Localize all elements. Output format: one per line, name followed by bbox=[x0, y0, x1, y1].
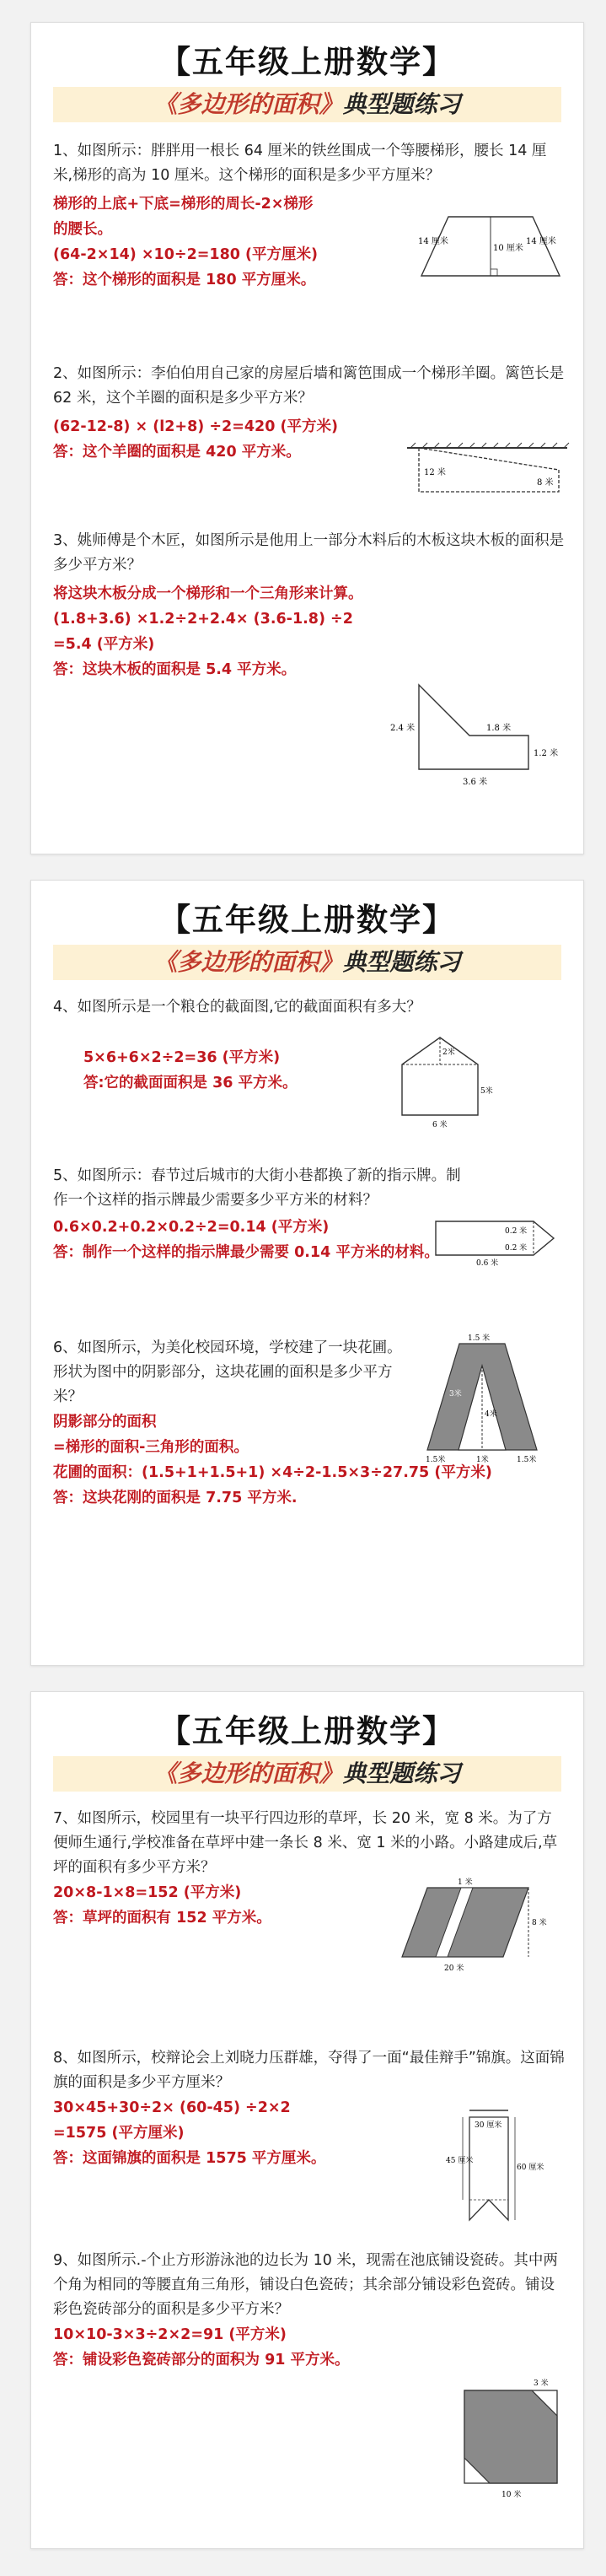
pool-figure bbox=[453, 2375, 571, 2502]
label-b3: 1.5米 bbox=[517, 1456, 537, 1464]
answer-line: 30×45+30÷2× (60-45) ÷2×2 bbox=[53, 2099, 291, 2116]
label-b2: 1米 bbox=[476, 1456, 489, 1464]
label-height: 8 米 bbox=[532, 1919, 547, 1927]
trapezoid-figure bbox=[415, 208, 566, 284]
question-text: 6、如图所示，为美化校园环境，学校建了一块花圃。形状为图中的阴影部分，这块花圃的面积是多少平方米？ bbox=[53, 1339, 402, 1405]
label-side: 5米 bbox=[480, 1087, 493, 1096]
label-corner: 3 米 bbox=[534, 2379, 549, 2388]
label-right: 14 厘米 bbox=[526, 237, 556, 246]
label-a: 0.2 米 bbox=[505, 1227, 528, 1236]
answer-line: 10×10-3×3÷2×2=91 (平方米) bbox=[53, 2326, 287, 2343]
answer-line: 0.6×0.2+0.2×0.2÷2=0.14 (平方米) bbox=[53, 1219, 330, 1236]
answer-line: 答：铺设彩色瓷砖部分的面积为 91 平方米。 bbox=[53, 2352, 350, 2369]
label-left: 45 厘米 bbox=[446, 2157, 474, 2165]
subtitle-suffix: 典型题练习 bbox=[342, 90, 461, 118]
board-figure bbox=[385, 676, 566, 795]
label-bottom: 0.6 米 bbox=[476, 1259, 499, 1268]
label-right: 60 厘米 bbox=[517, 2164, 544, 2172]
answer-line: 答:它的截面面积是 36 平方米。 bbox=[83, 1075, 298, 1091]
answer-line: =梯形的面积-三角形的面积。 bbox=[53, 1439, 249, 1456]
label-left: 14 厘米 bbox=[418, 237, 448, 246]
card-1 bbox=[30, 22, 584, 854]
label-h2: 4米 bbox=[485, 1410, 497, 1419]
subtitle-bar bbox=[53, 945, 561, 980]
card-title: 【五年级上册数学】 bbox=[159, 1712, 455, 1749]
label-b1: 1.5米 bbox=[426, 1456, 446, 1464]
answer-line: 将这块木板分成一个梯形和一个三角形来计算。 bbox=[53, 585, 363, 602]
subtitle-prefix: 《多边形的面积》 bbox=[153, 1760, 343, 1787]
answer-line: 5×6+6×2÷2=36 (平方米) bbox=[83, 1049, 281, 1066]
label-left: 2.4 米 bbox=[390, 724, 416, 733]
label-bottom: 6 米 bbox=[432, 1121, 448, 1129]
subtitle-prefix: 《多边形的面积》 bbox=[153, 90, 343, 118]
question-text: 4、如图所示是一个粮仓的截面图,它的截面面积有多大？ bbox=[53, 999, 421, 1016]
label-bottom: 20 米 bbox=[444, 1964, 464, 1973]
answer-line: (1.8+3.6) ×1.2÷2+2.4× (3.6-1.8) ÷2 bbox=[53, 611, 353, 628]
sheep-pen-figure bbox=[402, 441, 571, 502]
answer-line: 20×8-1×8=152 (平方米) bbox=[53, 1884, 242, 1901]
label-h1: 3米 bbox=[449, 1390, 462, 1398]
label-bottom: 3.6 米 bbox=[463, 778, 488, 787]
subtitle-bar bbox=[53, 1756, 561, 1792]
answer-line: =5.4 (平方米) bbox=[53, 636, 155, 653]
label-top: 1.8 米 bbox=[486, 724, 512, 733]
question-text: 8、如图所示，校辩论会上刘晓力压群雄，夺得了一面“最佳辩手”锦旗。这面锦旗的面积是多少平方厘米？ bbox=[53, 2050, 565, 2091]
card-3 bbox=[30, 1691, 584, 2549]
label-bottom: 10 米 bbox=[501, 2491, 522, 2499]
answer-line: 答：制作一个这样的指示牌最少需要 0.14 平方米的材料。 bbox=[53, 1244, 439, 1261]
answer-line: 答：这面锦旗的面积是 1575 平方厘米。 bbox=[53, 2150, 326, 2167]
label-top: 2米 bbox=[442, 1048, 455, 1057]
question-text: 5、如图所示：春节过后城市的大街小巷都换了新的指示牌。制作一个这样的指示牌最少需要多少平方米的材料？ bbox=[53, 1167, 461, 1209]
card-2 bbox=[30, 880, 584, 1666]
subtitle-suffix: 典型题练习 bbox=[342, 948, 461, 976]
answer-line: 答：这个羊圈的面积是 420 平方米。 bbox=[53, 444, 301, 461]
sign-figure bbox=[427, 1210, 571, 1269]
question-text: 2、如图所示：李伯伯用自己家的房屋后墙和篱笆围成一个梯形羊圈。篱笆长是 62 米，这个羊圈的面积是多少平方米？ bbox=[53, 365, 565, 407]
label-left: 12 米 bbox=[424, 468, 446, 477]
answer-line: 答：这个梯形的面积是 180 平方厘米。 bbox=[53, 272, 316, 288]
label-height: 10 厘米 bbox=[493, 244, 523, 253]
answer-line: 梯形的上底+下底=梯形的周长-2×梯形 bbox=[53, 196, 314, 213]
label-top: 30 厘米 bbox=[475, 2121, 502, 2130]
card-title: 【五年级上册数学】 bbox=[159, 901, 455, 938]
answer-line: 答：草坪的面积有 152 平方米。 bbox=[53, 1910, 271, 1927]
answer-line: 花圃的面积：(1.5+1+1.5+1) ×4÷2-1.5×3÷27.75 (平方米) bbox=[53, 1464, 492, 1481]
answer-line: =1575 (平方厘米) bbox=[53, 2125, 185, 2142]
answer-line: 阴影部分的面积 bbox=[53, 1414, 157, 1431]
question-text: 1、如图所示：胖胖用一根长 64 厘米的铁丝围成一个等腰梯形，腰长 14 厘米,梯形的高为 10 厘米。这个梯形的面积是多少平方厘米？ bbox=[53, 143, 547, 184]
answer-line: 答：这块木板的面积是 5.4 平方米。 bbox=[53, 661, 297, 678]
granary-figure bbox=[377, 1031, 503, 1132]
subtitle-suffix: 典型题练习 bbox=[342, 1760, 461, 1787]
question-3 bbox=[53, 529, 565, 682]
lawn-figure bbox=[385, 1876, 562, 1977]
subtitle-bar bbox=[53, 87, 561, 122]
label-b: 0.2 米 bbox=[505, 1244, 528, 1253]
label-road: 1 米 bbox=[458, 1878, 473, 1887]
question-text: 3、姚师傅是个木匠，如图所示是他用上一部分木料后的木板这块木板的面积是多少平方米？ bbox=[53, 532, 565, 574]
flowerbed-figure bbox=[410, 1332, 554, 1467]
subtitle-prefix: 《多边形的面积》 bbox=[153, 948, 343, 976]
label-right: 1.2 米 bbox=[534, 749, 559, 758]
question-9 bbox=[53, 2249, 565, 2373]
question-text: 7、如图所示，校园里有一块平行四边形的草坪，长 20 米，宽 8 米。为了方便师生通行,学校准备在草坪中建一条长 8 米、宽 1 米的小路。小路建成后,草坪的面积有多少平方米？ bbox=[53, 1810, 558, 1876]
question-text: 9、如图所示.-个止方形游泳池的边长为 10 米，现需在池底铺设瓷砖。其中两个角为相同的等腰直角三角形，铺设白色瓷砖；其余部分铺设彩色瓷砖。铺设彩色瓷砖部分的面积是多少平方米？ bbox=[53, 2252, 558, 2318]
label-right: 8 米 bbox=[537, 478, 554, 488]
answer-line: (64-2×14) ×10÷2=180 (平方厘米) bbox=[53, 246, 319, 263]
answer-line: 答：这块花刚的面积是 7.75 平方米. bbox=[53, 1490, 298, 1506]
card-title: 【五年级上册数学】 bbox=[159, 43, 455, 80]
answer-line: (62-12-8) × (l2+8) ÷2=420 (平方米) bbox=[53, 418, 338, 435]
label-top: 1.5 米 bbox=[468, 1334, 491, 1343]
banner-figure bbox=[444, 2105, 544, 2232]
answer-line: 的腰长。 bbox=[53, 221, 112, 238]
